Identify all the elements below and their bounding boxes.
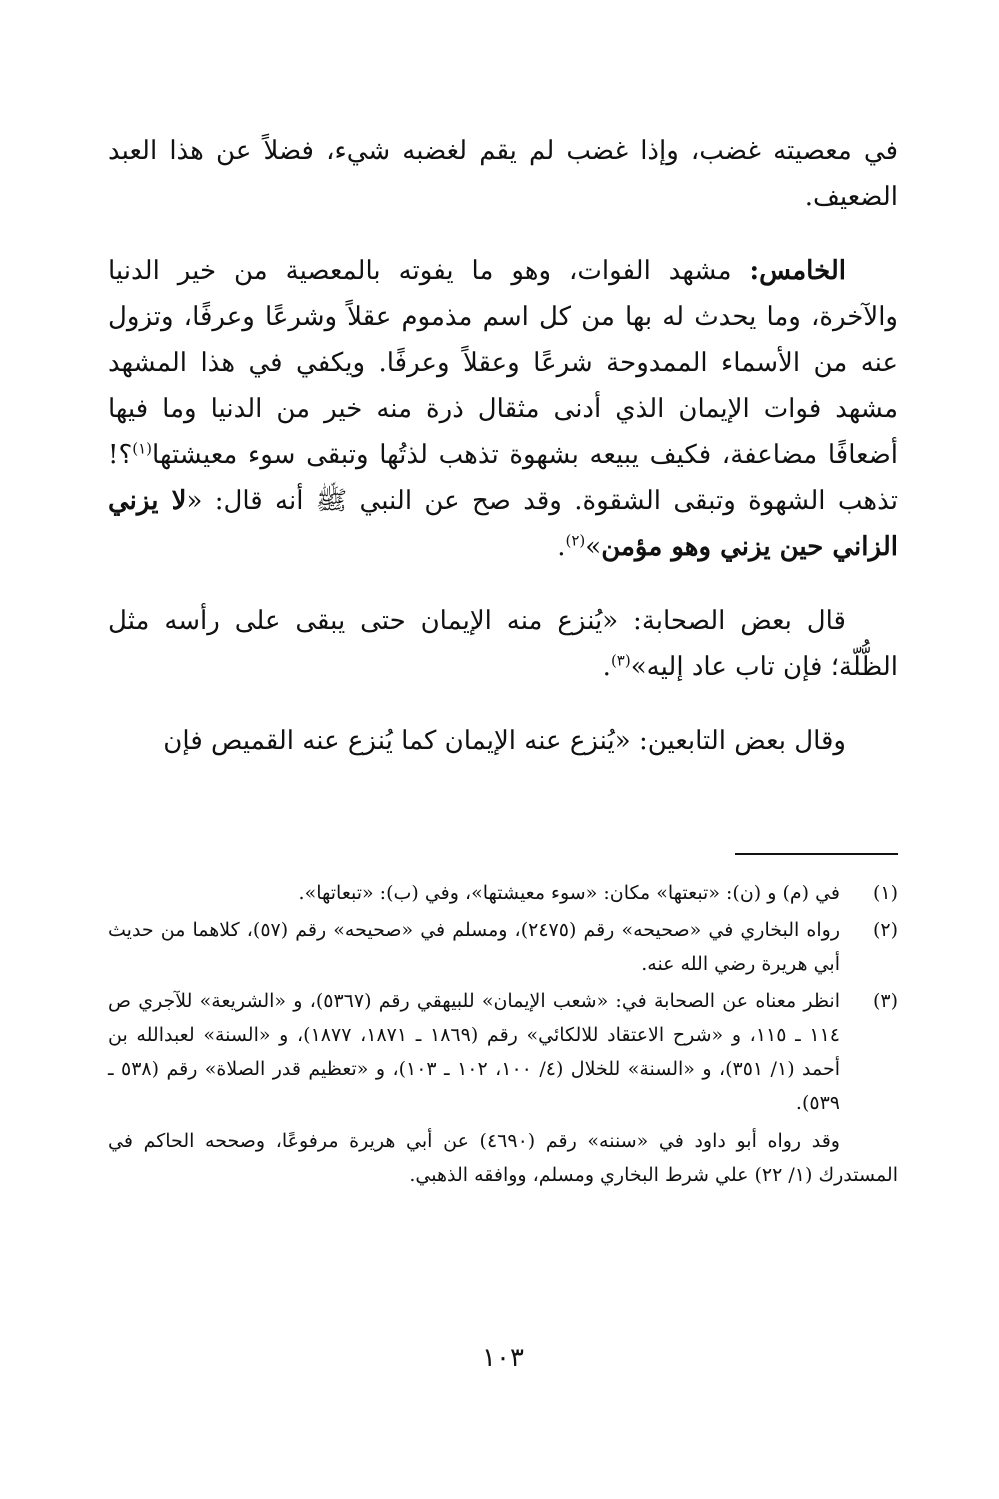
footnote-number-1: (١): [872, 882, 898, 904]
footnote-text-1: في (م) و (ن): «تبعتها» مكان: «سوء معيشتها»، وفي (ب): «تبعاتها».: [298, 882, 840, 904]
hadith-quote: لا يزني الزاني حين يزني وهو مؤمن: [108, 486, 898, 562]
paragraph-1: في معصيته غضب، وإذا غضب لم يقم لغضبه شيء، فضلاً عن هذا العبد الضعيف.: [108, 136, 898, 212]
footnote-ref-2[interactable]: (٢): [565, 531, 586, 550]
book-page: [108, 0, 898, 1499]
paragraph-2-text-1: مشهد الفوات، وهو ما يفوته بالمعصية من خير الدنيا والآخرة، وما يحدث له بها من كل اسم مذموم عقلاً وشرعًا وعرفًا، وتزول عنه من الأسماء الممدوحة شرعًا وعقلاً وعرفًا. ويكفي في هذا المشهد مشهد فوات الإيمان الذي أدنى مثقال ذرة منه خير من الدنيا وما فيها أضعافًا مضاعفة، فكيف يبيعه بشهوة تذهب لذتُها وتبقى سوء معيشتها: [108, 256, 898, 470]
footnote-text-3: انظر معناه عن الصحابة في: «شعب الإيمان» للبيهقي رقم (٥٣٦٧)، و «الشريعة» للآجري ص ١١٤ ـ ١١٥، و «شرح الاعتقاد للالكائي» رقم (١٨٦٩ ـ ١٨٧١، ١٨٧٧)، و «السنة» لعبدالله بن أحمد (١/ ٣٥١)، و «السنة» للخلال (٤/ ١٠٠، ١٠٢ ـ ١٠٣)، و «تعظيم قدر الصلاة» رقم (٥٣٨ ـ ٥٣٩).: [108, 990, 841, 1114]
footnote-1: [108, 876, 898, 910]
footnote-ref-1[interactable]: (١): [132, 439, 153, 458]
footnote-number-3: (٣): [872, 990, 898, 1012]
paragraph-2-text-3: »: [585, 532, 602, 562]
footnote-3: [108, 984, 898, 1120]
paragraph-4: وقال بعض التابعين: «يُنزع عنه الإيمان كما يُنزع عنه القميص فإن: [163, 726, 846, 756]
main-text: [108, 128, 898, 764]
footnote-2: [108, 913, 898, 981]
paragraph-3: [108, 598, 898, 690]
footnote-ref-3[interactable]: (٣): [610, 651, 631, 670]
footnote-continuation: وقد رواه أبو داود في «سننه» رقم (٤٦٩٠) عن أبي هريرة مرفوعًا، وصححه الحاكم في المستدرك (١/ ٢٢) علي شرط البخاري ومسلم، ووافقه الذهبي.: [108, 1130, 898, 1186]
footnotes: [108, 876, 898, 1192]
paragraph-2: [108, 248, 898, 570]
paragraph-2-text-2: ؟! تذهب الشهوة وتبقى الشقوة. وقد صح عن النبي ﷺ أنه قال: «: [108, 440, 898, 516]
footnote-number-2: (٢): [872, 919, 898, 941]
footnote-text-2: رواه البخاري في «صحيحه» رقم (٢٤٧٥)، ومسلم في «صحيحه» رقم (٥٧)، كلاهما من حديث أبي هريرة رضي الله عنه.: [108, 919, 840, 975]
page-number: ١٠٣: [482, 1343, 524, 1373]
paragraph-3-end: .: [602, 652, 611, 682]
paragraph-2-text-4: .: [557, 532, 566, 562]
footnote-separator: [735, 853, 898, 855]
section-lead: الخامس:: [749, 256, 846, 286]
paragraph-3-text: قال بعض الصحابة: «يُنزع منه الإيمان حتى يبقى على رأسه مثل الظُّلّة؛ فإن تاب عاد إليه»: [108, 606, 898, 682]
